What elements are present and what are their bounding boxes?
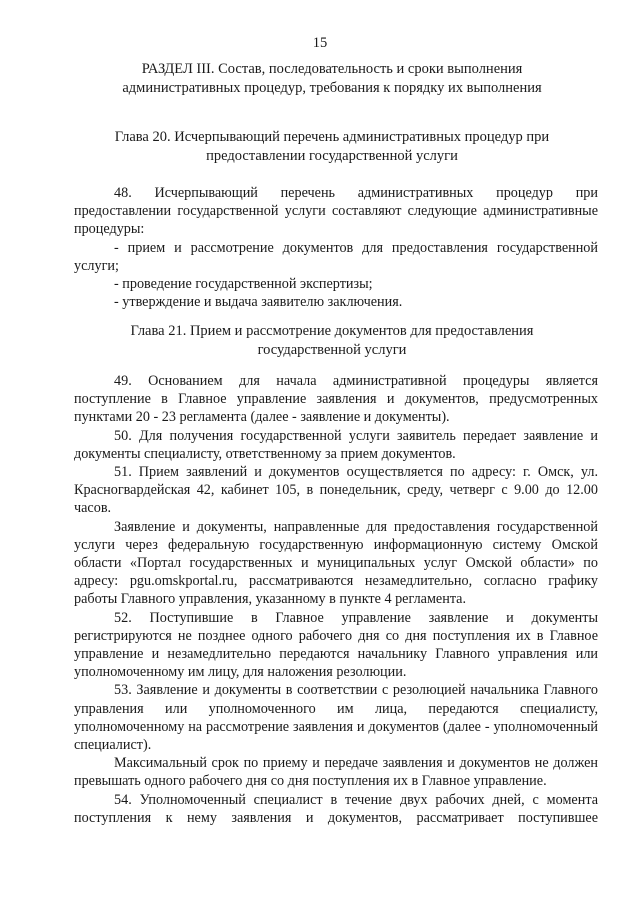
paragraph-53: 53. Заявление и документы в соответствии с резолюцией начальника Главного управления или уполномоченного им лица, передаются специалисту, уполномоченному на рассмотрение заявления и документов (далее - уполномоченный специалист). (74, 682, 598, 754)
list-item-document-review: - прием и рассмотрение документов для предоставления государственной услуги; (74, 239, 598, 274)
chapter-21-title: Глава 21. Прием и рассмотрение документов для предоставления государственной услуги (130, 323, 534, 358)
paragraph-51: 51. Прием заявлений и документов осуществляется по адресу: г. Омск, ул. Красногвардейская 42, кабинет 105, в понедельник, среду, четверг с 9.00 до 12.00 часов. (74, 464, 598, 517)
chapter-20-body (74, 184, 598, 311)
paragraph-49: 49. Основанием для начала административной процедуры является поступление в Главное управление заявления и документов, предусмотренных пунктами 20 - 23 регламента (далее - заявление и документы). (74, 373, 598, 426)
list-item-state-examination: - проведение государственной экспертизы; (114, 276, 373, 293)
paragraph-50: 50. Для получения государственной услуги заявитель передает заявление и документы специалисту, ответственному за прием документов. (74, 427, 598, 462)
section-title: РАЗДЕЛ III. Состав, последовательность и сроки выполнения административных процедур, требования к порядку их выполнения (122, 61, 542, 96)
paragraph-54: 54. Уполномоченный специалист в течение двух рабочих дней, с момента поступления к нему заявления и документов, рассматривает поступившее (74, 791, 598, 826)
paragraph-48: 48. Исчерпывающий перечень административных процедур при предоставлении государственной услуги составляют следующие административные процедуры: (74, 185, 598, 238)
paragraph-51-portal: Заявление и документы, направленные для предоставления государственной услуги через федеральную государственную информационную систему Омской области «Портал государственных и муниципальных услуг Омской области» по адресу: pgu.omskportal.ru, рассматриваются незамедлительно, согласно графику работы Главного управления, указанному в пункте 4 регламента. (74, 518, 598, 608)
list-item-approval-issuance: - утверждение и выдача заявителю заключения. (114, 294, 403, 311)
paragraph-53-deadline: Максимальный срок по приему и передаче заявления и документов не должен превышать одного рабочего дня со дня поступления их в Главное управление. (74, 755, 598, 790)
paragraph-52: 52. Поступившие в Главное управление заявление и документы регистрируются не позднее одного рабочего дня со дня поступления их в Главное управление и незамедлительно передаются начальнику Главного управления или уполномоченному им лицу, для наложения резолюции. (74, 609, 598, 681)
page-number: 15 (312, 35, 328, 51)
chapter-21-body (74, 372, 598, 827)
chapter-20-title: Глава 20. Исчерпывающий перечень административных процедур при предоставлении государственной услуги (114, 129, 550, 164)
